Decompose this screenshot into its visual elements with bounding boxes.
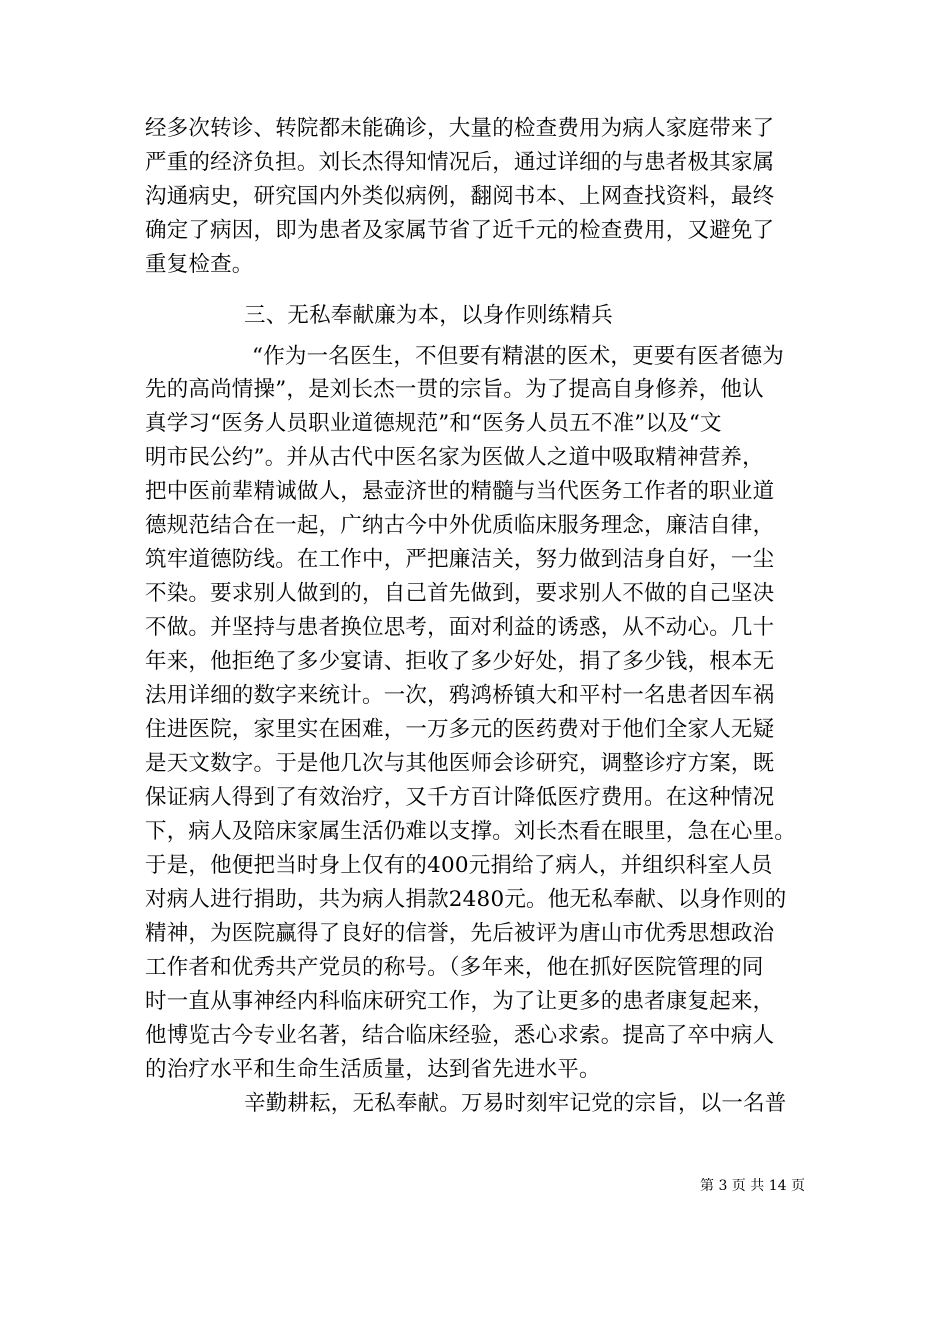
body-line: 他博览古今专业名著，结合临床经验，悉心求索。提高了卒中病人 — [145, 1023, 775, 1048]
body-line: 真学习“医务人员职业道德规范”和“医务人员五不准”以及“文 — [145, 411, 722, 436]
body-line: 不染。要求别人做到的，自己首先做到，要求别人不做的自己坚决 — [145, 581, 775, 606]
paragraph-first-line: “作为一名医生，不但要有精湛的医术，更要有医者德为 — [252, 344, 784, 369]
paragraph-first-line: 辛勤耕耘，无私奉献。万易时刻牢记党的宗旨，以一名普 — [244, 1091, 787, 1116]
body-line: 工作者和优秀共产党员的称号。（多年来，他在抓好医院管理的同 — [145, 955, 764, 980]
body-line: 住进医院，家里实在困难，一万多元的医药费对于他们全家人无疑 — [145, 717, 775, 742]
body-line: 时一直从事神经内科临床研究工作，为了让更多的患者康复起来， — [145, 989, 775, 1014]
body-line: 对病人进行捐助，共为病人捐款2480元。他无私奉献、以身作则的 — [145, 887, 787, 912]
section-heading: 三、无私奉献廉为本，以身作则练精兵 — [244, 303, 613, 328]
body-line: 保证病人得到了有效治疗，又千方百计降低医疗费用。在这种情况 — [145, 785, 775, 810]
body-line: 确定了病因，即为患者及家属节省了近千元的检查费用，又避免了 — [145, 218, 775, 243]
body-line: 把中医前辈精诚做人，悬壶济世的精髓与当代医务工作者的职业道 — [145, 479, 775, 504]
body-line: 严重的经济负担。刘长杰得知情况后，通过详细的与患者极其家属 — [145, 150, 775, 175]
body-line: 重复检查。 — [145, 252, 254, 277]
body-line: 德规范结合在一起，广纳古今中外优质临床服务理念，廉洁自律， — [145, 513, 775, 538]
body-line: 沟通病史，研究国内外类似病例，翻阅书本、上网查找资料，最终 — [145, 184, 775, 209]
body-line: 经多次转诊、转院都未能确诊，大量的检查费用为病人家庭带来了 — [145, 116, 775, 141]
body-line: 不做。并坚持与患者换位思考，面对利益的诱惑，从不动心。几十 — [145, 615, 775, 640]
body-line: 先的高尚情操”，是刘长杰一贯的宗旨。为了提高自身修养，他认 — [145, 377, 764, 402]
body-line: 的治疗水平和生命生活质量，达到省先进水平。 — [145, 1057, 601, 1082]
body-line: 年来，他拒绝了多少宴请、拒收了多少好处，捐了多少钱，根本无 — [145, 649, 775, 674]
body-line: 法用详细的数字来统计。一次，鸦鸿桥镇大和平村一名患者因车祸 — [145, 683, 775, 708]
body-line: 于是，他便把当时身上仅有的400元捐给了病人，并组织科室人员 — [145, 853, 773, 878]
body-line: 明市民公约”。并从古代中医名家为医做人之道中吸取精神营养， — [145, 445, 764, 470]
body-line: 是天文数字。于是他几次与其他医师会诊研究，调整诊疗方案，既 — [145, 751, 775, 776]
body-line: 精神，为医院赢得了良好的信誉，先后被评为唐山市优秀思想政治 — [145, 921, 775, 946]
body-line: 下，病人及陪床家属生活仍难以支撑。刘长杰看在眼里，急在心里。 — [145, 819, 797, 844]
page-number: 第 3 页 共 14 页 — [700, 1178, 805, 1194]
body-line: 筑牢道德防线。在工作中，严把廉洁关，努力做到洁身自好，一尘 — [145, 547, 775, 572]
